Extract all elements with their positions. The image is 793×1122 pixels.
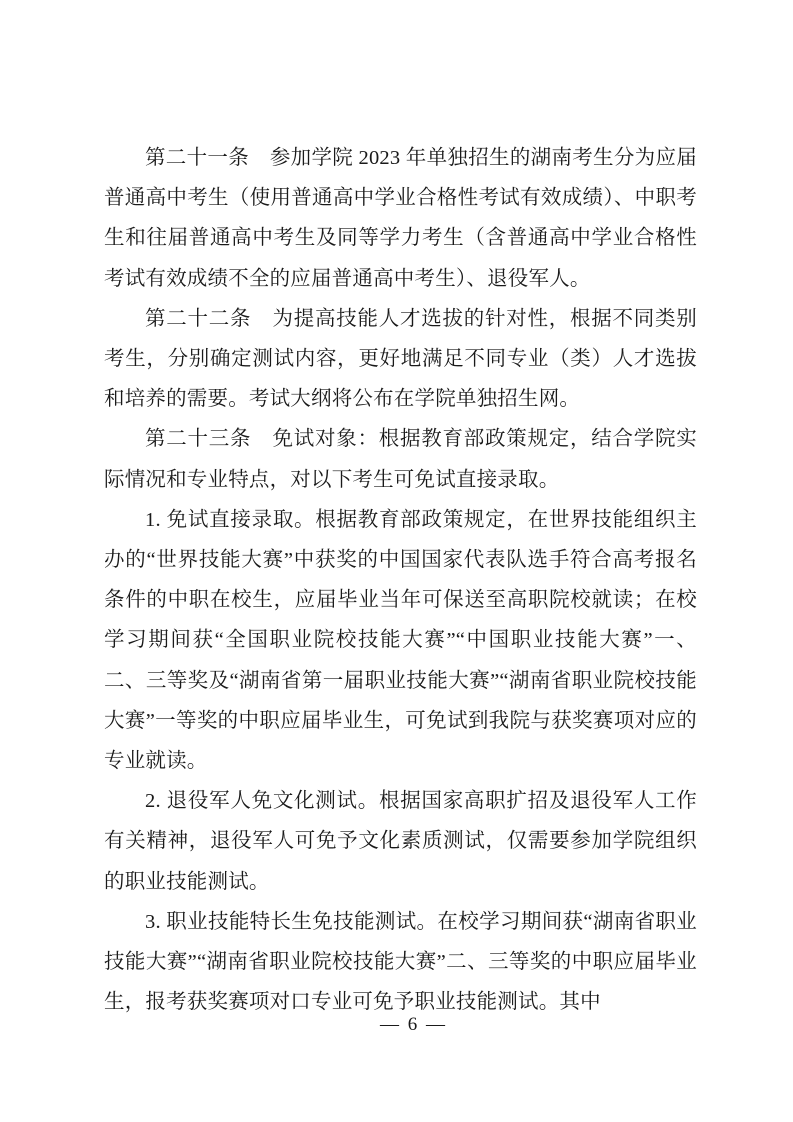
paragraph-article-21: 第二十一条 参加学院 2023 年单独招生的湖南考生分为应届普通高中考生（使用普通高中学业合格性考试有效成绩）、中职考生和往届普通高中考生及同等学力考生（含普通高中学业合格性考试有效成绩不全的应届普通高中考生）、退役军人。 bbox=[104, 147, 697, 290]
paragraph-article-23: 第二十三条 免试对象：根据教育部政策规定，结合学院实际情况和专业特点，对以下考生可免试直接录取。 bbox=[104, 428, 697, 491]
paragraph-item-2: 2. 退役军人免文化测试。根据国家高职扩招及退役军人工作有关精神，退役军人可免予文化素质测试，仅需要参加学院组织的职业技能测试。 bbox=[104, 790, 697, 893]
page-footer bbox=[0, 1014, 793, 1036]
paragraph-item-1: 1. 免试直接录取。根据教育部政策规定，在世界技能组织主办的“世界技能大赛”中获奖的中国国家代表队选手符合高考报名条件的中职在校生，应届毕业当年可保送至高职院校就读；在校学习期间获“全国职业院校技能大赛”“中国职业技能大赛”一、二、三等奖及“湖南省第一届职业技能大赛”“湖南省职业院校技能大赛”一等奖的中职应届毕业生，可免试到我院与获奖赛项对应的专业就读。 bbox=[104, 508, 697, 773]
document-body bbox=[104, 138, 697, 1022]
page-number: — 6 — bbox=[380, 1014, 447, 1035]
paragraph-item-3: 3. 职业技能特长生免技能测试。在校学习期间获“湖南省职业技能大赛”“湖南省职业院校技能大赛”二、三等奖的中职应届毕业生，报考获奖赛项对口专业可免予职业技能测试。其中 bbox=[104, 910, 697, 1014]
paragraph-article-22: 第二十二条 为提高技能人才选拔的针对性，根据不同类别考生，分别确定测试内容，更好地满足不同专业（类）人才选拔和培养的需要。考试大纲将公布在学院单独招生网。 bbox=[104, 307, 697, 411]
